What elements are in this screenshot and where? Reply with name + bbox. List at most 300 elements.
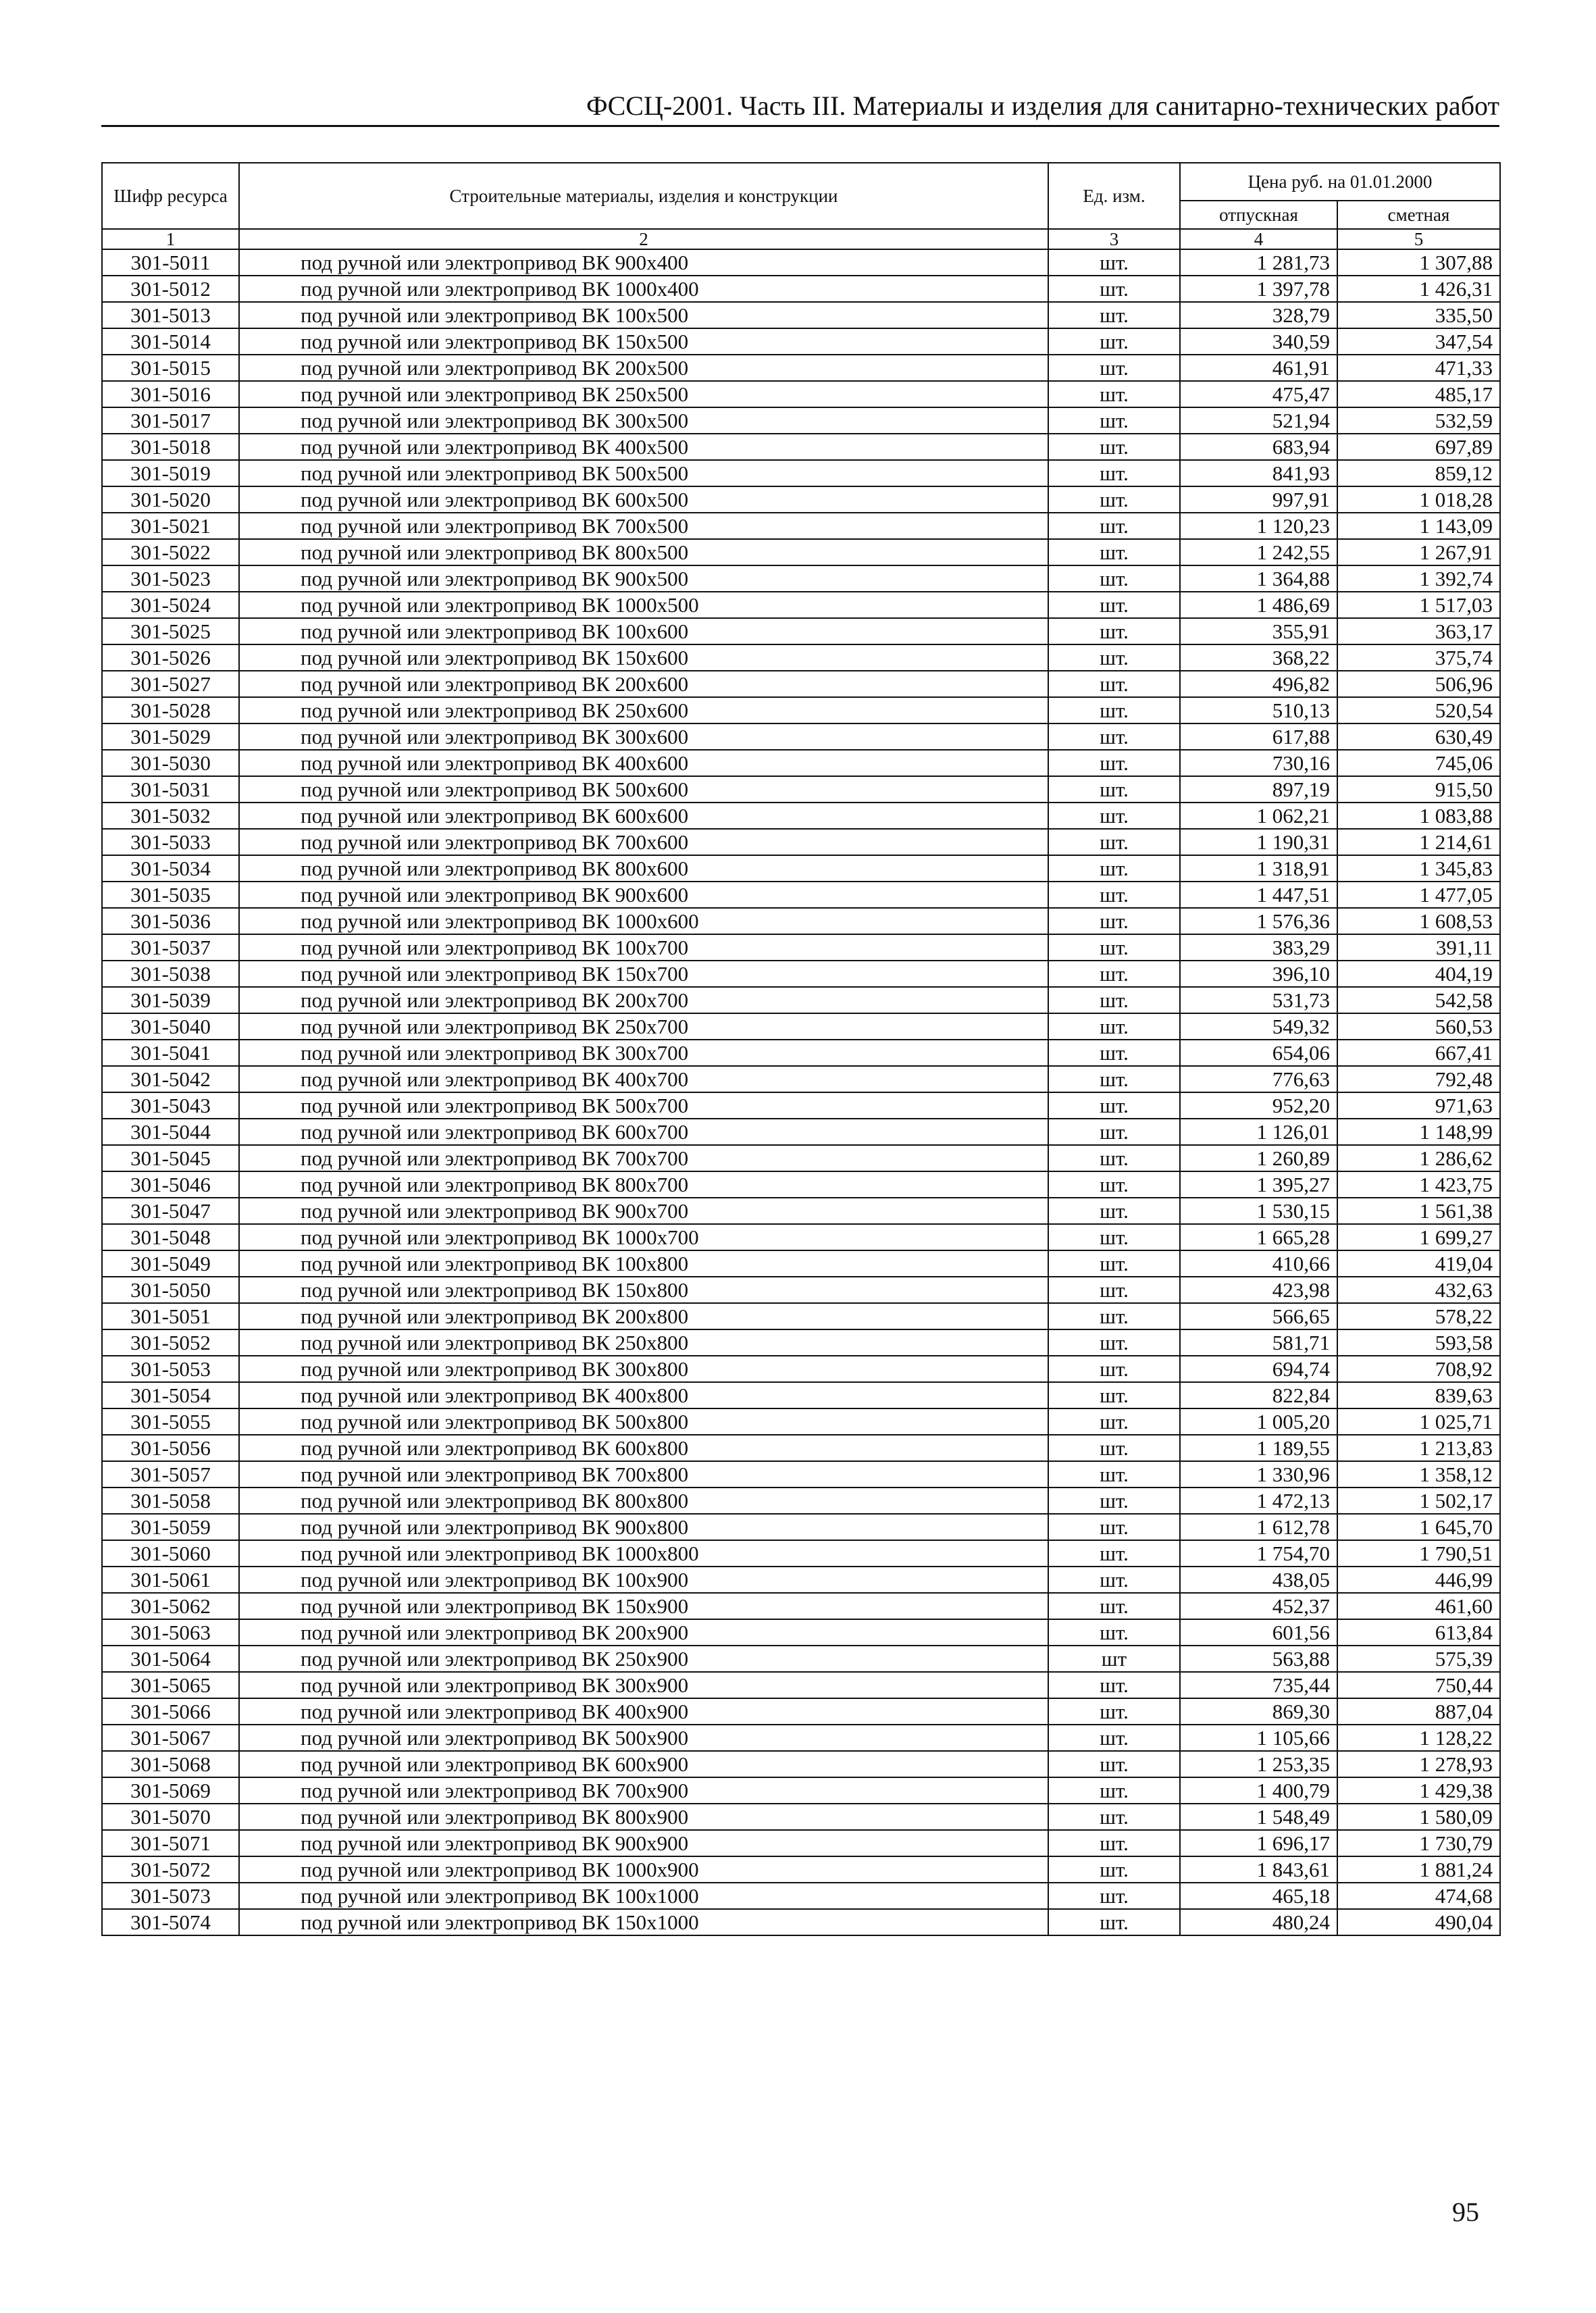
cell-name: под ручной или электропривод ВК 300х800 xyxy=(239,1356,1048,1382)
cell-unit: шт. xyxy=(1048,1303,1180,1329)
cell-unit: шт. xyxy=(1048,513,1180,539)
table-row xyxy=(102,1619,1500,1646)
table-row xyxy=(102,1303,1500,1329)
table-row xyxy=(102,1224,1500,1250)
cell-release-price: 396,10 xyxy=(1180,961,1337,987)
cell-name: под ручной или электропривод ВК 900х600 xyxy=(239,882,1048,908)
cell-estimate-price: 363,17 xyxy=(1337,618,1500,644)
cell-release-price: 1 395,27 xyxy=(1180,1171,1337,1198)
cell-code: 301-5038 xyxy=(102,961,239,987)
cell-unit: шт. xyxy=(1048,882,1180,908)
table-row xyxy=(102,1514,1500,1540)
cell-estimate-price: 490,04 xyxy=(1337,1909,1500,1935)
table-row xyxy=(102,355,1500,381)
cell-code: 301-5066 xyxy=(102,1698,239,1725)
cell-estimate-price: 1 083,88 xyxy=(1337,803,1500,829)
header-unit: Ед. изм. xyxy=(1048,163,1180,229)
table-row xyxy=(102,987,1500,1013)
cell-name: под ручной или электропривод ВК 100х600 xyxy=(239,618,1048,644)
cell-estimate-price: 792,48 xyxy=(1337,1066,1500,1092)
cell-code: 301-5044 xyxy=(102,1119,239,1145)
cell-name: под ручной или электропривод ВК 900х800 xyxy=(239,1514,1048,1540)
cell-unit: шт. xyxy=(1048,434,1180,460)
table-row xyxy=(102,1408,1500,1435)
cell-name: под ручной или электропривод ВК 400х600 xyxy=(239,750,1048,776)
cell-name: под ручной или электропривод ВК 700х500 xyxy=(239,513,1048,539)
cell-estimate-price: 1 345,83 xyxy=(1337,855,1500,882)
cell-code: 301-5024 xyxy=(102,592,239,618)
table-row xyxy=(102,1461,1500,1488)
cell-estimate-price: 1 018,28 xyxy=(1337,486,1500,513)
table-row xyxy=(102,697,1500,723)
cell-code: 301-5041 xyxy=(102,1040,239,1066)
cell-name: под ручной или электропривод ВК 200х900 xyxy=(239,1619,1048,1646)
cell-release-price: 328,79 xyxy=(1180,302,1337,328)
cell-estimate-price: 593,58 xyxy=(1337,1329,1500,1356)
cell-code: 301-5036 xyxy=(102,908,239,934)
cell-release-price: 531,73 xyxy=(1180,987,1337,1013)
cell-name: под ручной или электропривод ВК 300х500 xyxy=(239,407,1048,434)
table-row xyxy=(102,776,1500,803)
table-row xyxy=(102,1883,1500,1909)
cell-release-price: 776,63 xyxy=(1180,1066,1337,1092)
cell-name: под ручной или электропривод ВК 150х700 xyxy=(239,961,1048,987)
cell-estimate-price: 667,41 xyxy=(1337,1040,1500,1066)
header-estimate-price: сметная xyxy=(1337,201,1500,229)
cell-name: под ручной или электропривод ВК 1000х800 xyxy=(239,1540,1048,1567)
cell-code: 301-5023 xyxy=(102,565,239,592)
cell-unit: шт. xyxy=(1048,1540,1180,1567)
cell-estimate-price: 1 392,74 xyxy=(1337,565,1500,592)
cell-code: 301-5022 xyxy=(102,539,239,565)
cell-unit: шт. xyxy=(1048,618,1180,644)
cell-unit: шт. xyxy=(1048,961,1180,987)
cell-name: под ручной или электропривод ВК 1000х900 xyxy=(239,1856,1048,1883)
table-row xyxy=(102,1277,1500,1303)
cell-release-price: 683,94 xyxy=(1180,434,1337,460)
cell-name: под ручной или электропривод ВК 500х900 xyxy=(239,1725,1048,1751)
table-row xyxy=(102,407,1500,434)
cell-unit: шт. xyxy=(1048,276,1180,302)
cell-estimate-price: 471,33 xyxy=(1337,355,1500,381)
table-row xyxy=(102,961,1500,987)
cell-unit: шт. xyxy=(1048,249,1180,276)
table-row xyxy=(102,460,1500,486)
cell-unit: шт. xyxy=(1048,1619,1180,1646)
cell-code: 301-5040 xyxy=(102,1013,239,1040)
cell-code: 301-5039 xyxy=(102,987,239,1013)
cell-release-price: 461,91 xyxy=(1180,355,1337,381)
cell-unit: шт. xyxy=(1048,1751,1180,1777)
cell-estimate-price: 1 358,12 xyxy=(1337,1461,1500,1488)
cell-release-price: 1 397,78 xyxy=(1180,276,1337,302)
cell-estimate-price: 506,96 xyxy=(1337,671,1500,697)
cell-release-price: 1 665,28 xyxy=(1180,1224,1337,1250)
cell-estimate-price: 1 213,83 xyxy=(1337,1435,1500,1461)
cell-code: 301-5017 xyxy=(102,407,239,434)
cell-unit: шт. xyxy=(1048,1408,1180,1435)
cell-name: под ручной или электропривод ВК 600х600 xyxy=(239,803,1048,829)
column-number: 5 xyxy=(1337,229,1500,249)
cell-estimate-price: 1 128,22 xyxy=(1337,1725,1500,1751)
cell-estimate-price: 461,60 xyxy=(1337,1593,1500,1619)
cell-unit: шт. xyxy=(1048,1488,1180,1514)
cell-estimate-price: 1 881,24 xyxy=(1337,1856,1500,1883)
column-number: 1 xyxy=(102,229,239,249)
table-row xyxy=(102,276,1500,302)
cell-unit: шт. xyxy=(1048,407,1180,434)
cell-code: 301-5012 xyxy=(102,276,239,302)
table-row xyxy=(102,671,1500,697)
cell-code: 301-5050 xyxy=(102,1277,239,1303)
cell-estimate-price: 915,50 xyxy=(1337,776,1500,803)
cell-estimate-price: 745,06 xyxy=(1337,750,1500,776)
cell-unit: шт. xyxy=(1048,1277,1180,1303)
cell-name: под ручной или электропривод ВК 800х800 xyxy=(239,1488,1048,1514)
cell-estimate-price: 404,19 xyxy=(1337,961,1500,987)
cell-name: под ручной или электропривод ВК 900х400 xyxy=(239,249,1048,276)
cell-code: 301-5047 xyxy=(102,1198,239,1224)
cell-estimate-price: 575,39 xyxy=(1337,1646,1500,1672)
column-number-row xyxy=(102,229,1500,249)
cell-code: 301-5046 xyxy=(102,1171,239,1198)
cell-unit: шт. xyxy=(1048,1883,1180,1909)
table-row xyxy=(102,1830,1500,1856)
column-number: 4 xyxy=(1180,229,1337,249)
cell-unit: шт. xyxy=(1048,1909,1180,1935)
cell-release-price: 617,88 xyxy=(1180,723,1337,750)
cell-code: 301-5019 xyxy=(102,460,239,486)
cell-code: 301-5070 xyxy=(102,1804,239,1830)
cell-code: 301-5056 xyxy=(102,1435,239,1461)
cell-estimate-price: 859,12 xyxy=(1337,460,1500,486)
cell-estimate-price: 532,59 xyxy=(1337,407,1500,434)
table-row xyxy=(102,1751,1500,1777)
cell-unit: шт. xyxy=(1048,460,1180,486)
cell-name: под ручной или электропривод ВК 900х700 xyxy=(239,1198,1048,1224)
cell-name: под ручной или электропривод ВК 300х700 xyxy=(239,1040,1048,1066)
cell-code: 301-5055 xyxy=(102,1408,239,1435)
cell-unit: шт. xyxy=(1048,1856,1180,1883)
table-row xyxy=(102,1382,1500,1408)
cell-code: 301-5051 xyxy=(102,1303,239,1329)
cell-name: под ручной или электропривод ВК 500х500 xyxy=(239,460,1048,486)
cell-estimate-price: 1 429,38 xyxy=(1337,1777,1500,1804)
cell-code: 301-5052 xyxy=(102,1329,239,1356)
cell-unit: шт. xyxy=(1048,644,1180,671)
cell-name: под ручной или электропривод ВК 100х900 xyxy=(239,1567,1048,1593)
cell-estimate-price: 1 143,09 xyxy=(1337,513,1500,539)
cell-unit: шт. xyxy=(1048,592,1180,618)
cell-name: под ручной или электропривод ВК 150х800 xyxy=(239,1277,1048,1303)
cell-estimate-price: 1 645,70 xyxy=(1337,1514,1500,1540)
table-row xyxy=(102,1540,1500,1567)
cell-unit: шт. xyxy=(1048,355,1180,381)
table-row xyxy=(102,592,1500,618)
cell-code: 301-5065 xyxy=(102,1672,239,1698)
table-row xyxy=(102,1698,1500,1725)
cell-release-price: 1 486,69 xyxy=(1180,592,1337,618)
cell-unit: шт. xyxy=(1048,1329,1180,1356)
cell-unit: шт. xyxy=(1048,750,1180,776)
cell-estimate-price: 474,68 xyxy=(1337,1883,1500,1909)
table-row xyxy=(102,1909,1500,1935)
cell-release-price: 601,56 xyxy=(1180,1619,1337,1646)
cell-release-price: 1 062,21 xyxy=(1180,803,1337,829)
cell-estimate-price: 1 502,17 xyxy=(1337,1488,1500,1514)
cell-estimate-price: 1 561,38 xyxy=(1337,1198,1500,1224)
cell-code: 301-5021 xyxy=(102,513,239,539)
cell-release-price: 1 548,49 xyxy=(1180,1804,1337,1830)
table-row xyxy=(102,486,1500,513)
cell-estimate-price: 335,50 xyxy=(1337,302,1500,328)
cell-name: под ручной или электропривод ВК 1000х700 xyxy=(239,1224,1048,1250)
cell-code: 301-5042 xyxy=(102,1066,239,1092)
cell-code: 301-5016 xyxy=(102,381,239,407)
cell-code: 301-5032 xyxy=(102,803,239,829)
cell-release-price: 694,74 xyxy=(1180,1356,1337,1382)
cell-release-price: 735,44 xyxy=(1180,1672,1337,1698)
document-title: ФССЦ-2001. Часть III. Материалы и изделия для санитарно-технических работ xyxy=(586,91,1499,121)
cell-name: под ручной или электропривод ВК 400х900 xyxy=(239,1698,1048,1725)
cell-name: под ручной или электропривод ВК 900х500 xyxy=(239,565,1048,592)
table-row xyxy=(102,434,1500,460)
cell-code: 301-5049 xyxy=(102,1250,239,1277)
table-row xyxy=(102,723,1500,750)
cell-name: под ручной или электропривод ВК 250х600 xyxy=(239,697,1048,723)
cell-code: 301-5035 xyxy=(102,882,239,908)
cell-estimate-price: 1 214,61 xyxy=(1337,829,1500,855)
cell-release-price: 521,94 xyxy=(1180,407,1337,434)
cell-release-price: 1 447,51 xyxy=(1180,882,1337,908)
header-release-price: отпускная xyxy=(1180,201,1337,229)
cell-name: под ручной или электропривод ВК 500х600 xyxy=(239,776,1048,803)
cell-release-price: 1 576,36 xyxy=(1180,908,1337,934)
cell-estimate-price: 1 580,09 xyxy=(1337,1804,1500,1830)
cell-name: под ручной или электропривод ВК 700х700 xyxy=(239,1145,1048,1171)
cell-release-price: 1 190,31 xyxy=(1180,829,1337,855)
table-row xyxy=(102,1856,1500,1883)
cell-name: под ручной или электропривод ВК 700х600 xyxy=(239,829,1048,855)
table-row xyxy=(102,1329,1500,1356)
cell-name: под ручной или электропривод ВК 100х1000 xyxy=(239,1883,1048,1909)
cell-code: 301-5062 xyxy=(102,1593,239,1619)
running-header xyxy=(101,88,1499,127)
cell-name: под ручной или электропривод ВК 150х600 xyxy=(239,644,1048,671)
cell-release-price: 1 189,55 xyxy=(1180,1435,1337,1461)
cell-name: под ручной или электропривод ВК 250х900 xyxy=(239,1646,1048,1672)
table-row xyxy=(102,1435,1500,1461)
cell-code: 301-5029 xyxy=(102,723,239,750)
cell-release-price: 496,82 xyxy=(1180,671,1337,697)
cell-release-price: 1 005,20 xyxy=(1180,1408,1337,1435)
cell-release-price: 997,91 xyxy=(1180,486,1337,513)
cell-unit: шт. xyxy=(1048,1830,1180,1856)
cell-name: под ручной или электропривод ВК 250х500 xyxy=(239,381,1048,407)
table-row xyxy=(102,1145,1500,1171)
table-row xyxy=(102,1672,1500,1698)
cell-estimate-price: 520,54 xyxy=(1337,697,1500,723)
table-row xyxy=(102,1804,1500,1830)
cell-estimate-price: 375,74 xyxy=(1337,644,1500,671)
cell-unit: шт. xyxy=(1048,1698,1180,1725)
table-row xyxy=(102,539,1500,565)
cell-estimate-price: 419,04 xyxy=(1337,1250,1500,1277)
cell-estimate-price: 485,17 xyxy=(1337,381,1500,407)
cell-name: под ручной или электропривод ВК 200х500 xyxy=(239,355,1048,381)
cell-release-price: 340,59 xyxy=(1180,328,1337,355)
cell-unit: шт. xyxy=(1048,1013,1180,1040)
cell-unit: шт. xyxy=(1048,1725,1180,1751)
cell-release-price: 822,84 xyxy=(1180,1382,1337,1408)
cell-code: 301-5025 xyxy=(102,618,239,644)
table-row xyxy=(102,750,1500,776)
table-row xyxy=(102,1119,1500,1145)
cell-unit: шт. xyxy=(1048,302,1180,328)
cell-code: 301-5054 xyxy=(102,1382,239,1408)
cell-release-price: 383,29 xyxy=(1180,934,1337,961)
price-table xyxy=(101,162,1501,1936)
cell-estimate-price: 1 278,93 xyxy=(1337,1751,1500,1777)
cell-code: 301-5074 xyxy=(102,1909,239,1935)
cell-code: 301-5030 xyxy=(102,750,239,776)
cell-name: под ручной или электропривод ВК 600х500 xyxy=(239,486,1048,513)
cell-unit: шт. xyxy=(1048,803,1180,829)
cell-estimate-price: 1 148,99 xyxy=(1337,1119,1500,1145)
cell-release-price: 654,06 xyxy=(1180,1040,1337,1066)
cell-estimate-price: 971,63 xyxy=(1337,1092,1500,1119)
cell-release-price: 563,88 xyxy=(1180,1646,1337,1672)
cell-release-price: 1 253,35 xyxy=(1180,1751,1337,1777)
cell-name: под ручной или электропривод ВК 300х600 xyxy=(239,723,1048,750)
cell-release-price: 510,13 xyxy=(1180,697,1337,723)
cell-name: под ручной или электропривод ВК 400х800 xyxy=(239,1382,1048,1408)
cell-estimate-price: 1 730,79 xyxy=(1337,1830,1500,1856)
cell-name: под ручной или электропривод ВК 700х900 xyxy=(239,1777,1048,1804)
cell-name: под ручной или электропривод ВК 1000х500 xyxy=(239,592,1048,618)
cell-name: под ручной или электропривод ВК 100х500 xyxy=(239,302,1048,328)
cell-code: 301-5053 xyxy=(102,1356,239,1382)
cell-unit: шт. xyxy=(1048,1461,1180,1488)
table-row xyxy=(102,882,1500,908)
cell-release-price: 1 696,17 xyxy=(1180,1830,1337,1856)
cell-code: 301-5067 xyxy=(102,1725,239,1751)
table-row xyxy=(102,381,1500,407)
cell-unit: шт. xyxy=(1048,1040,1180,1066)
cell-estimate-price: 613,84 xyxy=(1337,1619,1500,1646)
table-row xyxy=(102,1040,1500,1066)
cell-estimate-price: 708,92 xyxy=(1337,1356,1500,1382)
cell-unit: шт. xyxy=(1048,1435,1180,1461)
table-row xyxy=(102,1356,1500,1382)
table-row xyxy=(102,908,1500,934)
cell-code: 301-5034 xyxy=(102,855,239,882)
cell-code: 301-5037 xyxy=(102,934,239,961)
cell-code: 301-5045 xyxy=(102,1145,239,1171)
cell-name: под ручной или электропривод ВК 150х900 xyxy=(239,1593,1048,1619)
header-name: Строительные материалы, изделия и конструкции xyxy=(239,163,1048,229)
cell-estimate-price: 1 517,03 xyxy=(1337,592,1500,618)
column-number: 3 xyxy=(1048,229,1180,249)
cell-release-price: 1 281,73 xyxy=(1180,249,1337,276)
cell-release-price: 566,65 xyxy=(1180,1303,1337,1329)
cell-estimate-price: 560,53 xyxy=(1337,1013,1500,1040)
table-row xyxy=(102,1488,1500,1514)
table-row xyxy=(102,855,1500,882)
cell-estimate-price: 839,63 xyxy=(1337,1382,1500,1408)
cell-unit: шт. xyxy=(1048,671,1180,697)
cell-unit: шт. xyxy=(1048,328,1180,355)
cell-code: 301-5058 xyxy=(102,1488,239,1514)
cell-unit: шт. xyxy=(1048,1145,1180,1171)
cell-release-price: 410,66 xyxy=(1180,1250,1337,1277)
cell-estimate-price: 1 025,71 xyxy=(1337,1408,1500,1435)
cell-name: под ручной или электропривод ВК 150х500 xyxy=(239,328,1048,355)
table-row xyxy=(102,1777,1500,1804)
table-row xyxy=(102,934,1500,961)
cell-estimate-price: 1 477,05 xyxy=(1337,882,1500,908)
cell-name: под ручной или электропривод ВК 500х800 xyxy=(239,1408,1048,1435)
cell-estimate-price: 1 267,91 xyxy=(1337,539,1500,565)
cell-name: под ручной или электропривод ВК 900х900 xyxy=(239,1830,1048,1856)
cell-estimate-price: 347,54 xyxy=(1337,328,1500,355)
cell-name: под ручной или электропривод ВК 800х500 xyxy=(239,539,1048,565)
cell-code: 301-5027 xyxy=(102,671,239,697)
cell-name: под ручной или электропривод ВК 200х600 xyxy=(239,671,1048,697)
cell-estimate-price: 630,49 xyxy=(1337,723,1500,750)
cell-unit: шт. xyxy=(1048,829,1180,855)
cell-unit: шт. xyxy=(1048,565,1180,592)
cell-unit: шт. xyxy=(1048,1171,1180,1198)
cell-estimate-price: 1 307,88 xyxy=(1337,249,1500,276)
cell-estimate-price: 1 790,51 xyxy=(1337,1540,1500,1567)
cell-unit: шт. xyxy=(1048,1092,1180,1119)
cell-release-price: 1 364,88 xyxy=(1180,565,1337,592)
cell-release-price: 1 472,13 xyxy=(1180,1488,1337,1514)
cell-unit: шт. xyxy=(1048,1119,1180,1145)
cell-release-price: 1 330,96 xyxy=(1180,1461,1337,1488)
cell-unit: шт. xyxy=(1048,855,1180,882)
table-row xyxy=(102,1171,1500,1198)
cell-unit: шт. xyxy=(1048,539,1180,565)
cell-estimate-price: 697,89 xyxy=(1337,434,1500,460)
cell-name: под ручной или электропривод ВК 200х700 xyxy=(239,987,1048,1013)
cell-unit: шт. xyxy=(1048,1224,1180,1250)
table-row xyxy=(102,1013,1500,1040)
cell-name: под ручной или электропривод ВК 600х900 xyxy=(239,1751,1048,1777)
cell-release-price: 368,22 xyxy=(1180,644,1337,671)
cell-name: под ручной или электропривод ВК 300х900 xyxy=(239,1672,1048,1698)
table-row xyxy=(102,565,1500,592)
cell-unit: шт. xyxy=(1048,776,1180,803)
cell-release-price: 1 318,91 xyxy=(1180,855,1337,882)
cell-code: 301-5028 xyxy=(102,697,239,723)
cell-code: 301-5013 xyxy=(102,302,239,328)
cell-estimate-price: 446,99 xyxy=(1337,1567,1500,1593)
cell-unit: шт. xyxy=(1048,1593,1180,1619)
cell-estimate-price: 887,04 xyxy=(1337,1698,1500,1725)
cell-estimate-price: 578,22 xyxy=(1337,1303,1500,1329)
cell-release-price: 1 400,79 xyxy=(1180,1777,1337,1804)
cell-code: 301-5064 xyxy=(102,1646,239,1672)
cell-release-price: 1 843,61 xyxy=(1180,1856,1337,1883)
table-row xyxy=(102,302,1500,328)
cell-release-price: 1 105,66 xyxy=(1180,1725,1337,1751)
cell-estimate-price: 750,44 xyxy=(1337,1672,1500,1698)
cell-code: 301-5033 xyxy=(102,829,239,855)
cell-name: под ручной или электропривод ВК 800х700 xyxy=(239,1171,1048,1198)
cell-unit: шт. xyxy=(1048,1804,1180,1830)
